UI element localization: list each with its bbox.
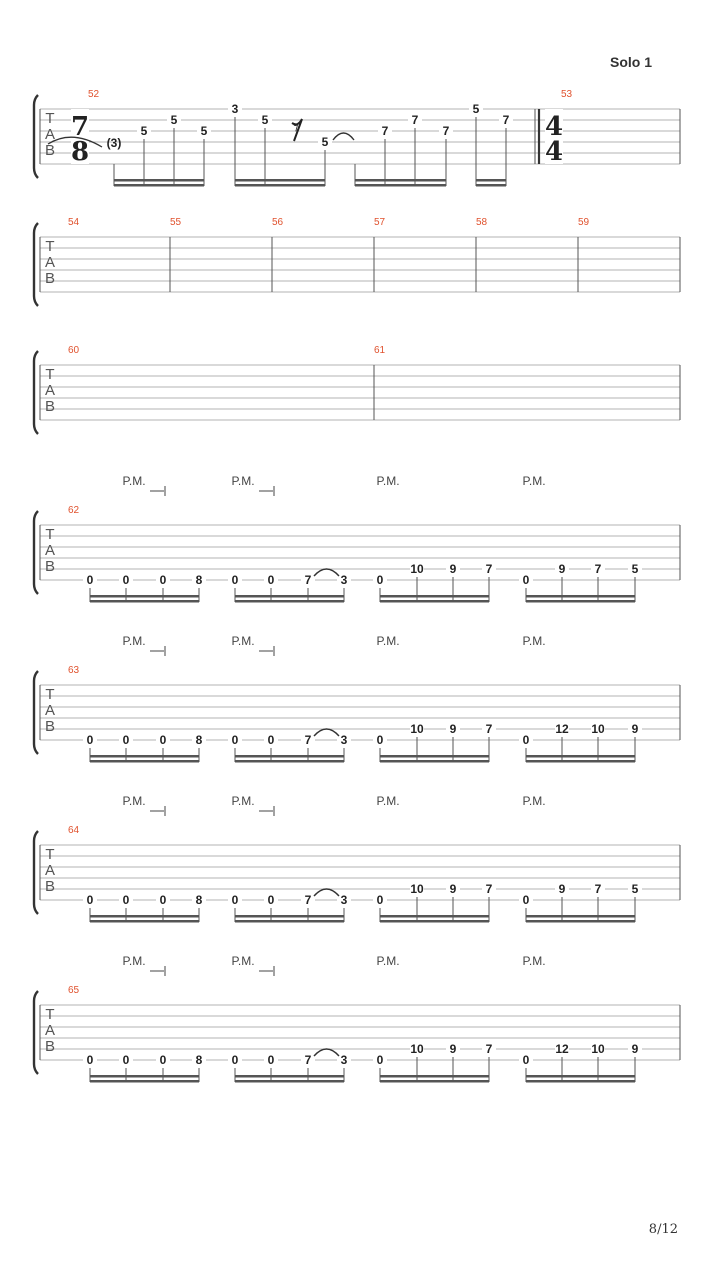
system-bracket — [34, 351, 38, 434]
tab-clef-letter: A — [44, 862, 56, 879]
time-signature-denominator: 4 — [544, 137, 564, 167]
fret-number: 3 — [231, 102, 239, 116]
fret-number: 0 — [267, 573, 275, 587]
system-bracket — [34, 223, 38, 306]
fret-number: 0 — [231, 893, 239, 907]
beam — [114, 179, 204, 182]
bar-number: 54 — [68, 217, 80, 228]
fret-number: 12 — [555, 722, 569, 736]
palm-mute-label: P.M. — [376, 634, 400, 648]
fret-number: 7 — [442, 124, 450, 138]
tab-clef-letter: A — [44, 254, 56, 271]
fret-number: 8 — [195, 893, 203, 907]
palm-mute-label: P.M. — [122, 954, 146, 968]
fret-number: 3 — [340, 573, 348, 587]
system-bracket — [34, 831, 38, 914]
tab-clef-letter: T — [45, 366, 55, 383]
beam — [235, 184, 325, 187]
beam — [235, 915, 344, 918]
fret-number: 8 — [195, 573, 203, 587]
beam — [235, 179, 325, 182]
beam — [380, 595, 489, 598]
palm-mute-label: P.M. — [376, 954, 400, 968]
time-signature-denominator: 8 — [70, 137, 90, 167]
bar-number: 64 — [68, 825, 80, 836]
slur-tie — [314, 569, 339, 576]
fret-number: 5 — [200, 124, 208, 138]
fret-number: 7 — [594, 882, 602, 896]
palm-mute-label: P.M. — [231, 634, 255, 648]
beam — [380, 755, 489, 758]
bar-number: 59 — [578, 217, 590, 228]
tab-clef-letter: T — [45, 686, 55, 703]
fret-number: 0 — [86, 1053, 94, 1067]
ghost-note: (3) — [106, 136, 122, 150]
beam — [526, 915, 635, 918]
bar-number: 55 — [170, 217, 182, 228]
beam — [526, 760, 635, 763]
tab-clef-letter: T — [45, 238, 55, 255]
tab-clef-letter: A — [44, 702, 56, 719]
system-bracket — [34, 991, 38, 1074]
fret-number: 9 — [558, 562, 566, 576]
fret-number: 8 — [195, 733, 203, 747]
fret-number: 0 — [122, 1053, 130, 1067]
tab-clef-letter: T — [45, 110, 55, 127]
bar-number: 56 — [272, 217, 284, 228]
beam — [235, 755, 344, 758]
beam — [476, 184, 506, 187]
fret-number: 5 — [140, 124, 148, 138]
palm-mute-label: P.M. — [522, 794, 546, 808]
beam — [90, 600, 199, 603]
fret-number: 0 — [267, 733, 275, 747]
fret-number: 5 — [321, 135, 329, 149]
palm-mute-label: P.M. — [231, 474, 255, 488]
tab-clef-letter: B — [44, 270, 56, 287]
fret-number: 12 — [555, 1042, 569, 1056]
beam — [526, 600, 635, 603]
beam — [526, 755, 635, 758]
system-bracket — [34, 95, 38, 178]
tab-clef-letter: T — [45, 1006, 55, 1023]
tab-clef-letter: B — [44, 398, 56, 415]
beam — [114, 184, 204, 187]
section-title: Solo 1 — [609, 54, 652, 70]
fret-number: 7 — [304, 573, 312, 587]
palm-mute-label: P.M. — [231, 954, 255, 968]
bar-number: 58 — [476, 217, 488, 228]
fret-number: 0 — [267, 893, 275, 907]
fret-number: 0 — [159, 893, 167, 907]
fret-number: 0 — [122, 733, 130, 747]
palm-mute-label: P.M. — [122, 474, 146, 488]
fret-number: 5 — [170, 113, 178, 127]
fret-number: 5 — [472, 102, 480, 116]
tab-clef-letter: B — [44, 718, 56, 735]
palm-mute-label: P.M. — [122, 634, 146, 648]
palm-mute-label: P.M. — [376, 474, 400, 488]
fret-number: 7 — [304, 1053, 312, 1067]
bar-number: 65 — [68, 985, 80, 996]
slur-tie — [314, 729, 339, 736]
fret-number: 9 — [449, 882, 457, 896]
fret-number: 0 — [159, 733, 167, 747]
slur-tie — [333, 133, 354, 140]
fret-number: 0 — [376, 733, 384, 747]
fret-number: 9 — [631, 722, 639, 736]
fret-number: 7 — [304, 733, 312, 747]
fret-number: 7 — [485, 1042, 493, 1056]
page-number: 8/12 — [648, 1222, 678, 1237]
time-signature-numerator: 4 — [544, 112, 564, 142]
fret-number: 10 — [591, 1042, 605, 1056]
beam — [235, 1075, 344, 1078]
fret-number: 10 — [410, 1042, 424, 1056]
bar-number: 57 — [374, 217, 386, 228]
fret-number: 0 — [376, 893, 384, 907]
fret-number: 5 — [631, 562, 639, 576]
beam — [526, 1080, 635, 1083]
fret-number: 0 — [231, 573, 239, 587]
beam — [380, 600, 489, 603]
fret-number: 7 — [411, 113, 419, 127]
fret-number: 9 — [449, 722, 457, 736]
fret-number: 0 — [522, 1053, 530, 1067]
palm-mute-label: P.M. — [522, 954, 546, 968]
beam — [380, 915, 489, 918]
beam — [235, 760, 344, 763]
fret-number: 10 — [410, 722, 424, 736]
time-signature-numerator: 7 — [70, 112, 90, 142]
fret-number: 0 — [522, 893, 530, 907]
tab-clef-letter: B — [44, 878, 56, 895]
beam — [90, 920, 199, 923]
fret-number: 8 — [195, 1053, 203, 1067]
fret-number: 7 — [304, 893, 312, 907]
fret-number: 0 — [122, 573, 130, 587]
fret-number: 5 — [631, 882, 639, 896]
beam — [355, 179, 446, 182]
fret-number: 0 — [231, 1053, 239, 1067]
palm-mute-label: P.M. — [376, 794, 400, 808]
palm-mute-label: P.M. — [522, 474, 546, 488]
beam — [526, 1075, 635, 1078]
fret-number: 0 — [122, 893, 130, 907]
fret-number: 0 — [86, 733, 94, 747]
system-bracket — [34, 511, 38, 594]
tab-clef-letter: B — [44, 558, 56, 575]
tab-clef-letter: A — [44, 542, 56, 559]
fret-number: 0 — [86, 893, 94, 907]
beam — [380, 1080, 489, 1083]
fret-number: 10 — [410, 562, 424, 576]
fret-number: 0 — [86, 573, 94, 587]
fret-number: 7 — [485, 882, 493, 896]
palm-mute-label: P.M. — [231, 794, 255, 808]
fret-number: 0 — [522, 733, 530, 747]
fret-number: 3 — [340, 733, 348, 747]
beam — [380, 760, 489, 763]
beam — [380, 1075, 489, 1078]
bar-number: 53 — [561, 89, 573, 100]
beam — [355, 184, 446, 187]
tab-clef-letter: A — [44, 126, 56, 143]
tab-clef-letter: B — [44, 1038, 56, 1055]
fret-number: 0 — [522, 573, 530, 587]
tab-clef-letter: B — [44, 142, 56, 159]
fret-number: 9 — [631, 1042, 639, 1056]
palm-mute-label: P.M. — [122, 794, 146, 808]
bar-number: 60 — [68, 345, 80, 356]
fret-number: 0 — [159, 573, 167, 587]
slur-tie — [314, 1049, 339, 1056]
fret-number: 7 — [381, 124, 389, 138]
beam — [526, 920, 635, 923]
fret-number: 7 — [485, 722, 493, 736]
fret-number: 7 — [485, 562, 493, 576]
beam — [90, 1075, 199, 1078]
beam — [90, 760, 199, 763]
fret-number: 7 — [594, 562, 602, 576]
fret-number: 7 — [502, 113, 510, 127]
bar-number: 62 — [68, 505, 80, 516]
beam — [476, 179, 506, 182]
beam — [90, 1080, 199, 1083]
fret-number: 0 — [231, 733, 239, 747]
fret-number: 0 — [376, 1053, 384, 1067]
fret-number: 10 — [591, 722, 605, 736]
fret-number: 9 — [449, 562, 457, 576]
fret-number: 9 — [449, 1042, 457, 1056]
bar-number: 63 — [68, 665, 80, 676]
beam — [235, 595, 344, 598]
beam — [526, 595, 635, 598]
tab-clef-letter: A — [44, 382, 56, 399]
fret-number: 0 — [376, 573, 384, 587]
beam — [235, 1080, 344, 1083]
fret-number: 5 — [261, 113, 269, 127]
fret-number: 3 — [340, 1053, 348, 1067]
fret-number: 10 — [410, 882, 424, 896]
fret-number: 9 — [558, 882, 566, 896]
fret-number: 3 — [340, 893, 348, 907]
beam — [235, 920, 344, 923]
beam — [90, 595, 199, 598]
tab-clef-letter: A — [44, 1022, 56, 1039]
slur-tie — [314, 889, 339, 896]
system-bracket — [34, 671, 38, 754]
bar-number: 61 — [374, 345, 386, 356]
beam — [90, 915, 199, 918]
fret-number: 0 — [159, 1053, 167, 1067]
beam — [90, 755, 199, 758]
eighth-rest: 𝄾 — [293, 116, 299, 141]
fret-number: 0 — [267, 1053, 275, 1067]
beam — [235, 600, 344, 603]
palm-mute-label: P.M. — [522, 634, 546, 648]
beam — [380, 920, 489, 923]
tab-clef-letter: T — [45, 526, 55, 543]
tab-clef-letter: T — [45, 846, 55, 863]
bar-number: 52 — [88, 89, 100, 100]
